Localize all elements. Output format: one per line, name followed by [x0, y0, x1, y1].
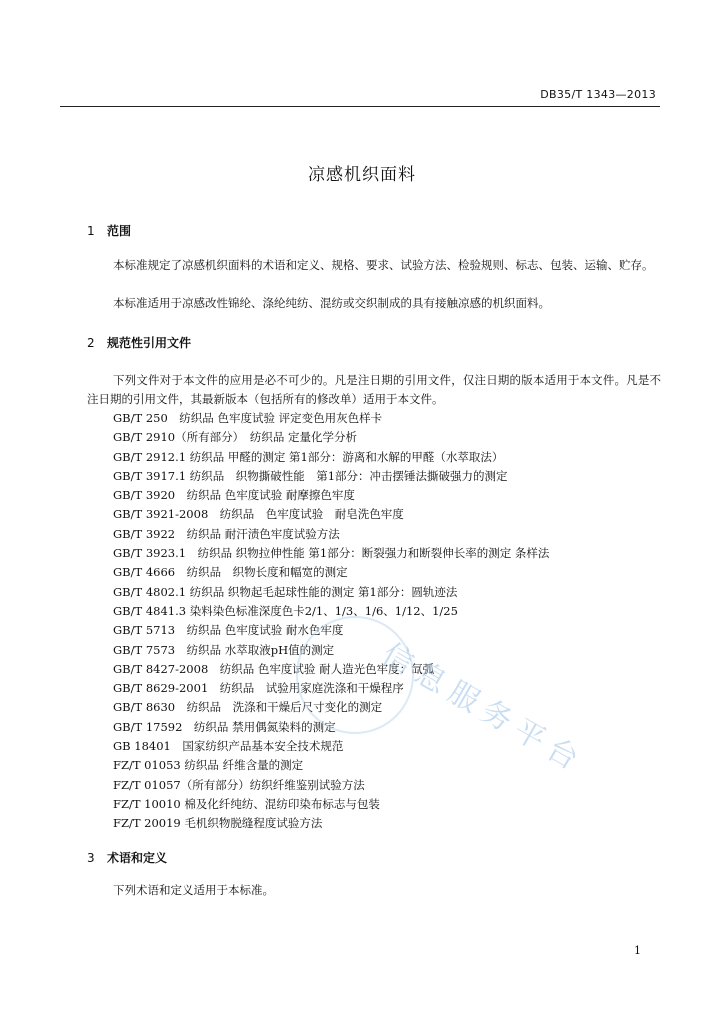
reference-item: GB/T 4841.3 染料染色标准深度色卡2/1、1/3、1/6、1/12、1/25	[113, 603, 458, 618]
reference-item: GB/T 4666 纺织品 织物长度和幅宽的测定	[113, 565, 348, 580]
reference-item: GB/T 2912.1 纺织品 甲醛的测定 第1部分：游离和水解的甲醛（水萃取法）	[113, 449, 504, 464]
section-heading-references	[87, 334, 191, 351]
reference-item: GB/T 3923.1 纺织品 织物拉伸性能 第1部分：断裂强力和断裂伸长率的测定 条样法	[113, 546, 550, 561]
reference-item: FZ/T 01053 纺织品 纤维含量的测定	[113, 758, 304, 773]
reference-item: GB/T 3922 纺织品 耐汗渍色牢度试验方法	[113, 526, 340, 541]
section-number: 1	[87, 224, 95, 238]
reference-item: GB/T 4802.1 纺织品 织物起毛起球性能的测定 第1部分：圆轨迹法	[113, 584, 458, 599]
reference-item: GB/T 2910（所有部分） 纺织品 定量化学分析	[113, 430, 358, 445]
reference-item: GB/T 8629-2001 纺织品 试验用家庭洗涤和干燥程序	[113, 681, 404, 696]
reference-item: FZ/T 20019 毛机织物脱缝程度试验方法	[113, 816, 323, 831]
section-title: 范围	[107, 224, 132, 238]
section-title: 规范性引用文件	[107, 336, 192, 350]
section-heading-terms	[87, 849, 167, 866]
reference-item: GB/T 5713 纺织品 色牢度试验 耐水色牢度	[113, 623, 344, 638]
header-rule	[60, 106, 660, 107]
reference-item: GB/T 7573 纺织品 水萃取液pH值的测定	[113, 642, 335, 657]
scope-paragraph-2: 本标准适用于凉感改性锦纶、涤纶纯纺、混纺或交织制成的具有接触凉感的机织面料。	[113, 296, 550, 310]
section-title: 术语和定义	[107, 851, 168, 865]
terms-intro: 下列术语和定义适用于本标准。	[113, 883, 274, 897]
reference-item: GB/T 3920 纺织品 色牢度试验 耐摩擦色牢度	[113, 488, 355, 503]
document-title: 凉感机织面料	[308, 165, 416, 185]
document-code: DB35/T 1343—2013	[540, 88, 656, 101]
reference-item: GB/T 8630 纺织品 洗涤和干燥后尺寸变化的测定	[113, 700, 383, 715]
section-number: 2	[87, 336, 95, 350]
reference-item: GB/T 3921-2008 纺织品 色牢度试验 耐皂洗色牢度	[113, 507, 404, 522]
reference-item: FZ/T 10010 棉及化纤纯纺、混纺印染布标志与包装	[113, 796, 380, 811]
reference-item: FZ/T 01057（所有部分）纺织纤维鉴别试验方法	[113, 777, 365, 792]
section-heading-scope	[87, 222, 131, 239]
page-number: 1	[634, 944, 641, 957]
section-number: 3	[87, 851, 95, 865]
reference-item: GB/T 250 纺织品 色牢度试验 评定变色用灰色样卡	[113, 411, 383, 425]
reference-item: GB/T 8427-2008 纺织品 色牢度试验 耐人造光色牢度：氙弧	[113, 661, 435, 676]
references-intro: 下列文件对于本文件的应用是必不可少的。凡是注日期的引用文件，仅注日期的版本适用于本文件。凡是不注日期的引用文件，其最新版本（包括所有的修改单）适用于本文件。	[87, 373, 661, 406]
watermark-text: 信息服务平台	[376, 636, 591, 781]
reference-list	[113, 409, 549, 834]
reference-item: GB/T 3917.1 纺织品 织物撕破性能 第1部分：冲击摆锤法撕破强力的测定	[113, 468, 508, 483]
reference-item: GB 18401 国家纺织产品基本安全技术规范	[113, 739, 344, 754]
reference-item: GB/T 17592 纺织品 禁用偶氮染料的测定	[113, 719, 336, 734]
scope-paragraph-1: 本标准规定了凉感机织面料的术语和定义、规格、要求、试验方法、检验规则、标志、包装、运输、贮存。	[113, 258, 654, 272]
